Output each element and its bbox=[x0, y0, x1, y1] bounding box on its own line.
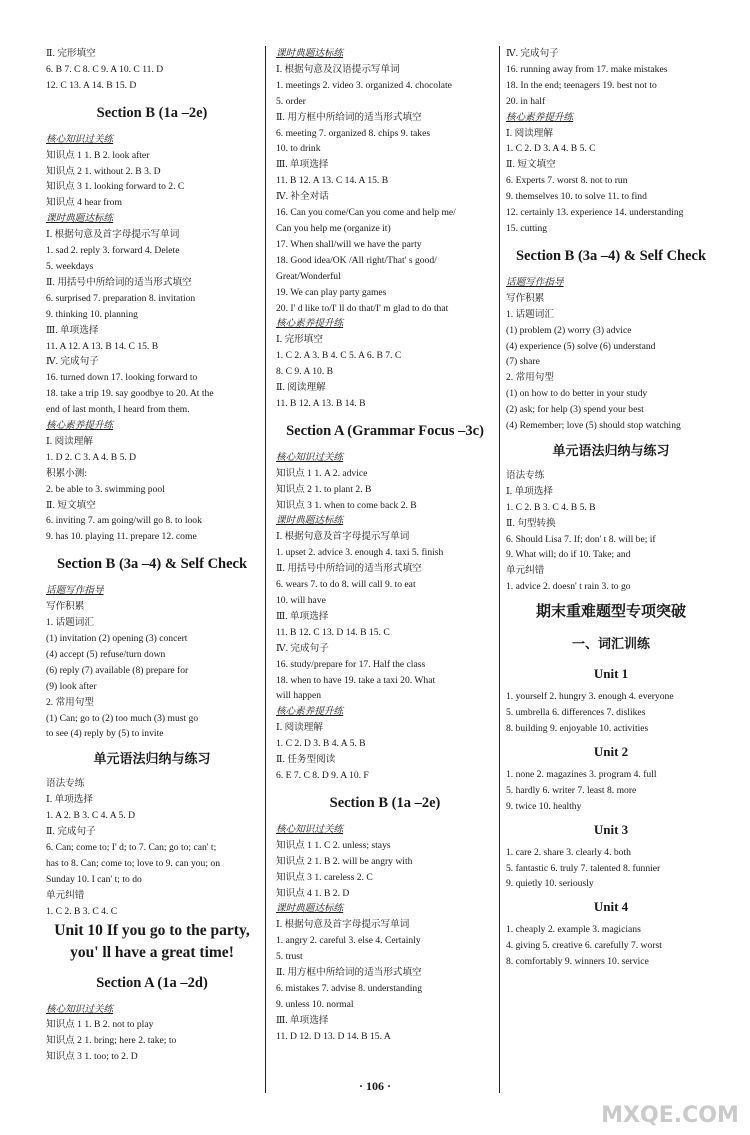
answer-line: Ⅰ. 单项选择 bbox=[46, 794, 93, 806]
answer-line: 6. mistakes 7. advise 8. understanding bbox=[276, 982, 423, 994]
answer-line: Ⅲ. 单项选择 bbox=[46, 324, 99, 336]
answer-line: Ⅱ. 用方框中所给词的适当形式填空 bbox=[276, 967, 422, 979]
answer-line: to see (4) reply by (5) to invite bbox=[46, 728, 164, 740]
column-divider-right bbox=[499, 46, 500, 1093]
answer-line: 18. In the end; teenagers 19. best not to bbox=[506, 79, 657, 91]
answer-line: 20. in half bbox=[506, 95, 546, 107]
answer-line: 16. turned down 17. looking forward to bbox=[46, 372, 198, 384]
answer-line: 10. will have bbox=[276, 595, 326, 606]
answer-line: Ⅱ. 用括号中所给词的适当形式填空 bbox=[276, 563, 422, 575]
section-tag: 课时典题达标练 bbox=[276, 48, 344, 59]
answer-line: 2. 常用句型 bbox=[506, 372, 554, 384]
answer-line: 单元纠错 bbox=[506, 565, 545, 577]
answer-line: 6. meeting 7. organized 8. chips 9. takes bbox=[276, 127, 431, 139]
answer-line: 11. B 12. A 13. B 14. B bbox=[276, 397, 366, 409]
answer-line: 1. A 2. B 3. C 4. A 5. D bbox=[46, 810, 136, 822]
vocab-unit-heading: 一、词汇训练 bbox=[571, 636, 650, 652]
answer-column-1 bbox=[46, 46, 258, 1065]
answer-line: 6. Can; come to; I' d; to 7. Can; go to; can' t; bbox=[46, 841, 217, 853]
answer-line: 知识点 3 1. when to come back 2. B bbox=[276, 499, 417, 511]
answer-line: (2) ask; for help (3) spend your best bbox=[506, 404, 644, 416]
answer-line: 18. Good idea/OK /All right/That' s good/ bbox=[276, 254, 437, 266]
answer-line: 1. 话题词汇 bbox=[46, 617, 94, 629]
answer-line: 6. wears 7. to do 8. will call 9. to eat bbox=[276, 579, 416, 591]
answer-line: 知识点 3 1. too; to 2. D bbox=[46, 1051, 138, 1063]
answer-line: 9. thinking 10. planning bbox=[46, 308, 138, 320]
vocab-unit-heading: Unit 3 bbox=[593, 821, 629, 837]
answer-line: (9) look after bbox=[46, 680, 97, 692]
answer-line: 知识点 4 1. B 2. D bbox=[276, 887, 350, 899]
answer-line: Ⅱ. 用方框中所给词的适当形式填空 bbox=[276, 111, 422, 123]
unit-title: Unit 10 If you go to the party, bbox=[54, 921, 250, 939]
answer-line: Ⅱ. 短文填空 bbox=[506, 159, 556, 171]
answer-line: Ⅳ. 补全对话 bbox=[276, 191, 329, 203]
answer-line: 8. comfortably 9. winners 10. service bbox=[506, 956, 649, 968]
answer-line: 知识点 2 1. without 2. B 3. D bbox=[46, 165, 161, 177]
answer-line: (4) accept (5) refuse/turn down bbox=[46, 648, 166, 660]
answer-line: Ⅰ. 根据句意及首字母提示写单词 bbox=[276, 531, 410, 543]
answer-line: 1. C 2. D 3. A 4. B 5. C bbox=[506, 143, 596, 155]
answer-line: Ⅲ. 单项选择 bbox=[276, 159, 329, 171]
answer-line: Ⅱ. 任务型阅读 bbox=[276, 754, 336, 766]
answer-line: Ⅳ. 完成句子 bbox=[506, 48, 559, 59]
section-tag: 课时典题达标练 bbox=[46, 213, 114, 225]
answer-line: 写作积累 bbox=[46, 601, 85, 613]
answer-line: 知识点 2 1. to plant 2. B bbox=[276, 483, 372, 495]
answer-line: 1. none 2. magazines 3. program 4. full bbox=[506, 768, 657, 780]
answer-line: 语法专练 bbox=[506, 469, 545, 481]
vocab-unit-heading: Unit 1 bbox=[593, 666, 629, 682]
answer-line: Ⅰ. 阅读理解 bbox=[46, 435, 93, 447]
answer-line: 1. C 2. D 3. B 4. A 5. B bbox=[276, 738, 366, 750]
answer-line: has to 8. Can; come to; love to 9. can you; on bbox=[46, 857, 220, 869]
answer-line: (4) Remember; love (5) should stop watching bbox=[506, 420, 681, 432]
section-tag: 课时典题达标练 bbox=[276, 903, 344, 915]
answer-line: 1. C 2. B 3. C 4. C bbox=[46, 905, 118, 917]
answer-line: 6. E 7. C 8. D 9. A 10. F bbox=[276, 769, 369, 781]
answer-line: 9. has 10. playing 11. prepare 12. come bbox=[46, 531, 197, 543]
answer-line: 11. B 12. C 13. D 14. B 15. C bbox=[276, 626, 390, 638]
answer-line: 知识点 1 1. A 2. advice bbox=[276, 467, 368, 479]
section-tag: 核心素养提升练 bbox=[276, 318, 344, 330]
page-number: · 106 · bbox=[358, 1079, 391, 1093]
answer-line: 5. trust bbox=[276, 951, 303, 963]
answer-line: 知识点 4 hear from bbox=[46, 197, 122, 209]
answer-line: 知识点 3 1. looking forward to 2. C bbox=[46, 181, 185, 193]
answer-line: 17. When shall/will we have the party bbox=[276, 238, 422, 250]
answer-line: 1. cheaply 2. example 3. magicians bbox=[506, 924, 641, 936]
answer-line: will happen bbox=[276, 690, 322, 702]
answer-line: 18. when to have 19. take a taxi 20. What bbox=[276, 674, 436, 686]
answer-line: Ⅰ. 完形填空 bbox=[276, 334, 323, 346]
answer-line: 8. C 9. A 10. B bbox=[276, 366, 334, 378]
answer-line: 5. fantastic 6. truly 7. talented 8. funnier bbox=[506, 862, 661, 874]
answer-line: Ⅰ. 单项选择 bbox=[506, 485, 553, 497]
answer-line: 20. I' d like to/I' ll do that/I' m glad to do that bbox=[276, 302, 449, 314]
answer-line: 6. surprised 7. preparation 8. invitation bbox=[46, 292, 196, 304]
answer-line: 5. hardly 6. writer 7. least 8. more bbox=[506, 784, 637, 796]
column-divider-left bbox=[265, 46, 266, 1093]
section-heading: Section B (1a –2e) bbox=[96, 104, 208, 121]
answer-line: (6) reply (7) available (8) prepare for bbox=[46, 664, 189, 676]
answer-line: (1) Can; go to (2) too much (3) must go bbox=[46, 712, 199, 724]
grammar-heading: 单元语法归纳与练习 bbox=[552, 442, 670, 458]
answer-line: 1. C 2. A 3. B 4. C 5. A 6. B 7. C bbox=[276, 350, 402, 362]
answer-line: 1. C 2. B 3. C 4. B 5. B bbox=[506, 501, 596, 513]
answer-line: 6. Should Lisa 7. If; don' t 8. will be; if bbox=[506, 533, 656, 545]
answer-line: 9. unless 10. normal bbox=[276, 998, 354, 1010]
answer-line: 12. certainly 13. experience 14. understanding bbox=[506, 207, 684, 219]
answer-line: Ⅲ. 单项选择 bbox=[276, 1014, 329, 1026]
section-heading: Section A (1a –2d) bbox=[96, 974, 208, 991]
answer-line: Ⅳ. 完成句子 bbox=[46, 356, 99, 368]
section-tag: 核心知识过关练 bbox=[276, 451, 344, 463]
answer-line: 19. We can play party games bbox=[276, 286, 387, 298]
answer-line: Ⅱ. 完成句子 bbox=[46, 826, 96, 838]
answer-line: 11. B 12. A 13. C 14. A 15. B bbox=[276, 175, 389, 187]
answer-line: 知识点 1 1. B 2. look after bbox=[46, 149, 150, 161]
answer-line: 写作积累 bbox=[506, 292, 545, 304]
answer-line: 知识点 3 1. careless 2. C bbox=[276, 871, 373, 883]
answer-line: 11. A 12. A 13. B 14. C 15. B bbox=[46, 340, 159, 352]
answer-line: 12. C 13. A 14. B 15. D bbox=[46, 79, 137, 91]
answer-line: 10. to drink bbox=[276, 143, 321, 155]
answer-line: 知识点 2 1. B 2. will be angry with bbox=[276, 855, 413, 867]
answer-line: 6. Experts 7. worst 8. not to run bbox=[506, 175, 628, 187]
unit-title: you' ll have a great time! bbox=[70, 943, 234, 961]
answer-line: (4) experience (5) solve (6) understand bbox=[506, 340, 656, 352]
answer-line: 知识点 1 1. B 2. not to play bbox=[46, 1019, 154, 1031]
answer-line: Ⅳ. 完成句子 bbox=[276, 642, 329, 654]
vocab-unit-heading: Unit 4 bbox=[593, 899, 629, 915]
section-tag: 核心素养提升练 bbox=[46, 420, 114, 432]
answer-line: 2. be able to 3. swimming pool bbox=[46, 483, 165, 495]
part-title: 期末重难题型专项突破 bbox=[535, 604, 686, 621]
section-tag: 话题写作指导 bbox=[506, 276, 564, 288]
answer-line: 6. inviting 7. am going/will go 8. to look bbox=[46, 515, 202, 527]
answer-line: 2. 常用句型 bbox=[46, 696, 94, 708]
answer-line: 6. B 7. C 8. C 9. A 10. C 11. D bbox=[46, 63, 164, 75]
answer-line: 1. upset 2. advice 3. enough 4. taxi 5. finish bbox=[276, 547, 444, 559]
answer-line: 4. giving 5. creative 6. carefully 7. worst bbox=[506, 940, 662, 952]
answer-column-2 bbox=[276, 46, 494, 1045]
watermark-logo bbox=[600, 1080, 740, 1130]
answer-line: 1. D 2. C 3. A 4. B 5. D bbox=[46, 451, 137, 463]
answer-line: 积累小测: bbox=[46, 467, 88, 479]
answer-line: Ⅰ. 根据句意及首字母提示写单词 bbox=[276, 919, 410, 931]
answer-line: Ⅲ. 单项选择 bbox=[276, 610, 329, 622]
answer-line: 8. building 9. enjoyable 10. activities bbox=[506, 723, 649, 734]
answer-line: 15. cutting bbox=[506, 222, 548, 234]
answer-line: 5. order bbox=[276, 95, 306, 107]
answer-line: 16. Can you come/Can you come and help me/ bbox=[276, 207, 456, 219]
answer-line: 1. yourself 2. hungry 3. enough 4. everyone bbox=[506, 691, 674, 703]
section-heading: Section B (3a –4) & Self Check bbox=[515, 247, 707, 264]
answer-line: Sunday 10. I can' t; to do bbox=[46, 873, 142, 885]
answer-line: 语法专练 bbox=[46, 778, 85, 790]
answer-line: 9. twice 10. healthy bbox=[506, 800, 582, 812]
answer-line: 单元纠错 bbox=[46, 889, 85, 901]
answer-line: Ⅱ. 用括号中所给词的适当形式填空 bbox=[46, 276, 192, 288]
answer-line: end of last month, I heard from them. bbox=[46, 404, 190, 416]
answer-line: 9. quietly 10. seriously bbox=[506, 878, 594, 890]
vocab-unit-heading: Unit 2 bbox=[593, 743, 629, 759]
section-tag: 核心知识过关练 bbox=[46, 1003, 114, 1015]
answer-line: 18. take a trip 19. say goodbye to 20. At the bbox=[46, 388, 214, 400]
answer-line: 11. D 12. D 13. D 14. B 15. A bbox=[276, 1030, 391, 1042]
answer-line: Ⅰ. 根据句意及汉语提示写单词 bbox=[276, 63, 400, 75]
answer-line: Ⅰ. 阅读理解 bbox=[506, 127, 553, 139]
answer-line: 1. advice 2. doesn' t rain 3. to go bbox=[506, 581, 631, 593]
answer-line: 1. care 2. share 3. clearly 4. both bbox=[506, 846, 631, 858]
answer-line: 知识点 1 1. C 2. unless; stays bbox=[276, 839, 391, 851]
section-tag: 核心素养提升练 bbox=[506, 111, 574, 123]
section-heading: Section B (3a –4) & Self Check bbox=[56, 556, 248, 573]
answer-line: Ⅱ. 完形填空 bbox=[46, 48, 96, 59]
answer-line: 1. meetings 2. video 3. organized 4. chocolate bbox=[276, 79, 452, 91]
answer-line: 9. What will; do if 10. Take; and bbox=[506, 549, 631, 561]
answer-line: 1. angry 2. careful 3. else 4. Certainly bbox=[276, 935, 421, 947]
answer-line: Ⅰ. 阅读理解 bbox=[276, 722, 323, 734]
answer-column-3 bbox=[506, 46, 716, 970]
section-tag: 核心素养提升练 bbox=[276, 706, 344, 718]
grammar-heading: 单元语法归纳与练习 bbox=[93, 751, 211, 767]
section-tag: 话题写作指导 bbox=[46, 585, 104, 597]
answer-line: (7) share bbox=[506, 356, 540, 368]
answer-line: Can you help me (organize it) bbox=[276, 222, 391, 234]
answer-line: (1) on how to do better in your study bbox=[506, 388, 648, 400]
answer-line: (1) invitation (2) opening (3) concert bbox=[46, 633, 188, 644]
section-tag: 核心知识过关练 bbox=[276, 823, 344, 835]
section-heading: Section A (Grammar Focus –3c) bbox=[286, 422, 484, 439]
answer-line: Ⅱ. 句型转换 bbox=[506, 517, 556, 529]
answer-line: Ⅱ. 短文填空 bbox=[46, 499, 96, 511]
answer-line: Great/Wonderful bbox=[276, 270, 341, 282]
answer-line: 1. 话题词汇 bbox=[506, 308, 554, 320]
section-tag: 核心知识过关练 bbox=[46, 133, 114, 145]
answer-line: 9. themselves 10. to solve 11. to find bbox=[506, 191, 647, 203]
answer-line: 16. study/prepare for 17. Half the class bbox=[276, 658, 426, 670]
svg-text:MXQE.COM: MXQE.COM bbox=[601, 1103, 739, 1128]
answer-line: 5. umbrella 6. differences 7. dislikes bbox=[506, 707, 646, 719]
answer-line: 1. sad 2. reply 3. forward 4. Delete bbox=[46, 245, 180, 257]
answer-line: 5. weekdays bbox=[46, 260, 94, 272]
answer-line: Ⅰ. 根据句意及首字母提示写单词 bbox=[46, 229, 180, 241]
answer-line: (1) problem (2) worry (3) advice bbox=[506, 324, 632, 336]
answer-line: 知识点 2 1. bring; here 2. take; to bbox=[46, 1035, 177, 1047]
answer-line: Ⅱ. 阅读理解 bbox=[276, 382, 326, 394]
answer-line: 16. running away from 17. make mistakes bbox=[506, 63, 668, 75]
section-tag: 课时典题达标练 bbox=[276, 515, 344, 527]
section-heading: Section B (1a –2e) bbox=[329, 794, 441, 811]
